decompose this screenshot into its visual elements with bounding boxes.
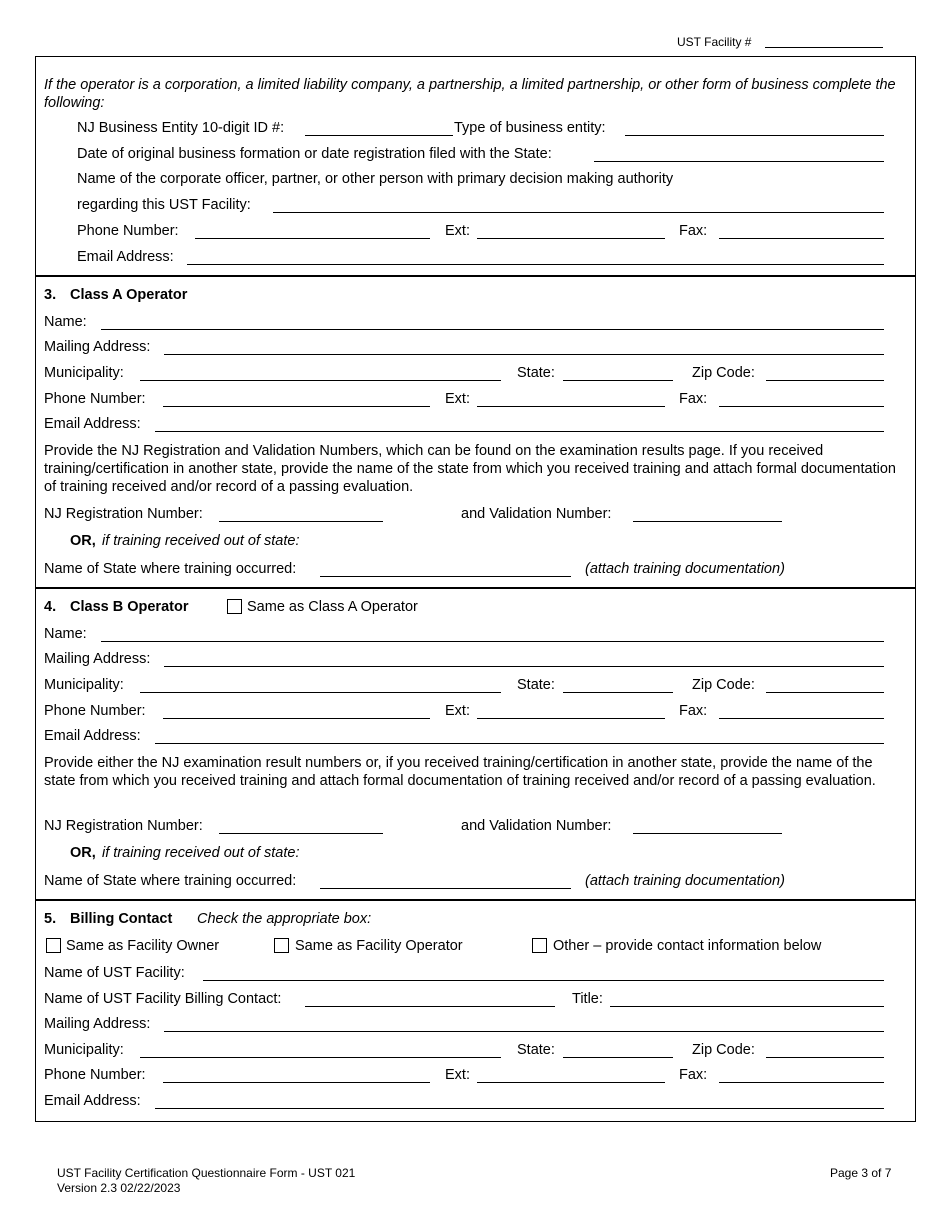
class-b-val-label: and Validation Number: bbox=[461, 818, 612, 834]
business-type-field[interactable] bbox=[625, 135, 884, 136]
footer-version: Version 2.3 02/22/2023 bbox=[57, 1181, 181, 1195]
class-a-val-field[interactable] bbox=[633, 521, 782, 522]
billing-fax-field[interactable] bbox=[719, 1082, 884, 1083]
class-b-zip-label: Zip Code: bbox=[692, 677, 755, 693]
class-b-fax-label: Fax: bbox=[679, 703, 708, 719]
billing-facility-name-field[interactable] bbox=[203, 980, 884, 981]
class-b-state-label: State: bbox=[517, 677, 555, 693]
class-b-email-field[interactable] bbox=[155, 743, 884, 744]
class-b-ext-field[interactable] bbox=[477, 718, 665, 719]
footer-form-name: UST Facility Certification Questionnaire Form - UST 021 bbox=[57, 1166, 356, 1180]
business-fax-field[interactable] bbox=[719, 238, 884, 239]
facility-number-label: UST Facility # bbox=[677, 35, 752, 49]
class-b-phone-label: Phone Number: bbox=[44, 703, 146, 719]
class-b-or-label: OR, bbox=[70, 845, 96, 861]
class-a-name-field[interactable] bbox=[101, 329, 884, 330]
formation-date-field[interactable] bbox=[594, 161, 884, 162]
billing-mailing-label: Mailing Address: bbox=[44, 1016, 151, 1032]
class-b-heading: Class B Operator bbox=[70, 599, 189, 615]
business-ext-label: Ext: bbox=[445, 223, 470, 239]
class-a-state-field[interactable] bbox=[563, 380, 673, 381]
entity-id-label: NJ Business Entity 10-digit ID #: bbox=[77, 120, 285, 136]
class-a-fax-field[interactable] bbox=[719, 406, 884, 407]
class-b-instructions: Provide either the NJ examination result numbers or, if you received training/certification in another state, provide the name of the state from which you received training and attach formal documentation of training received and/or record of a passing evaluation. bbox=[44, 755, 876, 789]
class-a-attach-note: (attach training documentation) bbox=[585, 561, 785, 577]
billing-phone-field[interactable] bbox=[163, 1082, 430, 1083]
class-b-attach-note: (attach training documentation) bbox=[585, 873, 785, 889]
billing-same-operator-label: Same as Facility Operator bbox=[295, 938, 463, 954]
class-b-number: 4. bbox=[44, 599, 57, 615]
class-a-state-training-field[interactable] bbox=[320, 576, 571, 577]
class-a-ext-field[interactable] bbox=[477, 406, 665, 407]
class-b-zip-field[interactable] bbox=[766, 692, 884, 693]
business-phone-field[interactable] bbox=[195, 238, 430, 239]
facility-number-field[interactable] bbox=[765, 47, 883, 48]
class-a-phone-field[interactable] bbox=[163, 406, 430, 407]
class-a-phone-label: Phone Number: bbox=[44, 391, 146, 407]
class-a-reg-label: NJ Registration Number: bbox=[44, 506, 203, 522]
class-a-state-training-label: Name of State where training occurred: bbox=[44, 561, 297, 577]
billing-state-label: State: bbox=[517, 1042, 555, 1058]
class-b-name-field[interactable] bbox=[101, 641, 884, 642]
class-a-instructions: Provide the NJ Registration and Validation Numbers, which can be found on the examination results page. If you received training/certification in another state, provide the name of the state from which you received training and attach formal documentation of training received and/or record of a passing evaluation. bbox=[44, 443, 896, 495]
billing-other-label: Other – provide contact information below bbox=[553, 938, 822, 954]
class-a-email-field[interactable] bbox=[155, 431, 884, 432]
business-phone-label: Phone Number: bbox=[77, 223, 179, 239]
billing-ext-field[interactable] bbox=[477, 1082, 665, 1083]
class-a-mailing-label: Mailing Address: bbox=[44, 339, 151, 355]
billing-ext-label: Ext: bbox=[445, 1067, 470, 1083]
class-b-or-text: if training received out of state: bbox=[102, 845, 300, 861]
billing-state-field[interactable] bbox=[563, 1057, 673, 1058]
class-b-val-field[interactable] bbox=[633, 833, 782, 834]
class-b-fax-field[interactable] bbox=[719, 718, 884, 719]
billing-title-field[interactable] bbox=[610, 1006, 884, 1007]
billing-same-owner-label: Same as Facility Owner bbox=[66, 938, 220, 954]
business-type-label: Type of business entity: bbox=[454, 120, 606, 136]
business-ext-field[interactable] bbox=[477, 238, 665, 239]
billing-title-label: Title: bbox=[572, 991, 603, 1007]
billing-mailing-field[interactable] bbox=[164, 1031, 884, 1032]
billing-section bbox=[35, 899, 916, 1122]
class-a-name-label: Name: bbox=[44, 314, 87, 330]
class-b-reg-label: NJ Registration Number: bbox=[44, 818, 203, 834]
class-b-municipality-label: Municipality: bbox=[44, 677, 124, 693]
class-a-or-label: OR, bbox=[70, 533, 96, 549]
billing-check-note: Check the appropriate box: bbox=[197, 911, 372, 927]
class-b-mailing-label: Mailing Address: bbox=[44, 651, 151, 667]
class-a-number: 3. bbox=[44, 287, 57, 303]
business-fax-label: Fax: bbox=[679, 223, 708, 239]
class-b-email-label: Email Address: bbox=[44, 728, 141, 744]
billing-heading: Billing Contact bbox=[70, 911, 173, 927]
business-intro: If the operator is a corporation, a limited liability company, a partnership, a limited partnership, or other form of business complete the following: bbox=[44, 77, 896, 111]
billing-same-owner-checkbox[interactable] bbox=[46, 938, 61, 953]
class-a-val-label: and Validation Number: bbox=[461, 506, 612, 522]
billing-fax-label: Fax: bbox=[679, 1067, 708, 1083]
class-b-mailing-field[interactable] bbox=[164, 666, 884, 667]
class-b-reg-field[interactable] bbox=[219, 833, 383, 834]
billing-municipality-field[interactable] bbox=[140, 1057, 501, 1058]
billing-number: 5. bbox=[44, 911, 57, 927]
class-b-state-training-field[interactable] bbox=[320, 888, 571, 889]
billing-facility-name-label: Name of UST Facility: bbox=[44, 965, 185, 981]
class-a-zip-label: Zip Code: bbox=[692, 365, 755, 381]
class-a-municipality-field[interactable] bbox=[140, 380, 501, 381]
class-b-name-label: Name: bbox=[44, 626, 87, 642]
formation-date-label: Date of original business formation or date registration filed with the State: bbox=[77, 146, 552, 162]
same-as-class-a-checkbox[interactable] bbox=[227, 599, 242, 614]
class-a-mailing-field[interactable] bbox=[164, 354, 884, 355]
class-b-state-field[interactable] bbox=[563, 692, 673, 693]
class-a-zip-field[interactable] bbox=[766, 380, 884, 381]
class-b-ext-label: Ext: bbox=[445, 703, 470, 719]
billing-zip-label: Zip Code: bbox=[692, 1042, 755, 1058]
entity-id-field[interactable] bbox=[305, 135, 453, 136]
class-a-heading: Class A Operator bbox=[70, 287, 188, 303]
class-a-municipality-label: Municipality: bbox=[44, 365, 124, 381]
same-as-class-a-label: Same as Class A Operator bbox=[247, 599, 418, 615]
officer-label: Name of the corporate officer, partner, or other person with primary decision making authority bbox=[77, 171, 674, 187]
class-b-municipality-field[interactable] bbox=[140, 692, 501, 693]
billing-same-operator-checkbox[interactable] bbox=[274, 938, 289, 953]
billing-contact-field[interactable] bbox=[305, 1006, 555, 1007]
billing-municipality-label: Municipality: bbox=[44, 1042, 124, 1058]
business-email-field[interactable] bbox=[187, 264, 884, 265]
billing-other-checkbox[interactable] bbox=[532, 938, 547, 953]
class-a-email-label: Email Address: bbox=[44, 416, 141, 432]
billing-phone-label: Phone Number: bbox=[44, 1067, 146, 1083]
class-b-phone-field[interactable] bbox=[163, 718, 430, 719]
billing-email-field[interactable] bbox=[155, 1108, 884, 1109]
class-b-state-training-label: Name of State where training occurred: bbox=[44, 873, 297, 889]
class-a-fax-label: Fax: bbox=[679, 391, 708, 407]
billing-email-label: Email Address: bbox=[44, 1093, 141, 1109]
billing-zip-field[interactable] bbox=[766, 1057, 884, 1058]
class-a-state-label: State: bbox=[517, 365, 555, 381]
officer-field[interactable] bbox=[273, 212, 884, 213]
class-a-or-text: if training received out of state: bbox=[102, 533, 300, 549]
footer-page-number: Page 3 of 7 bbox=[830, 1166, 892, 1180]
class-a-reg-field[interactable] bbox=[219, 521, 383, 522]
business-email-label: Email Address: bbox=[77, 249, 174, 265]
class-a-ext-label: Ext: bbox=[445, 391, 470, 407]
officer-label-cont: regarding this UST Facility: bbox=[77, 197, 251, 213]
billing-contact-label: Name of UST Facility Billing Contact: bbox=[44, 991, 282, 1007]
